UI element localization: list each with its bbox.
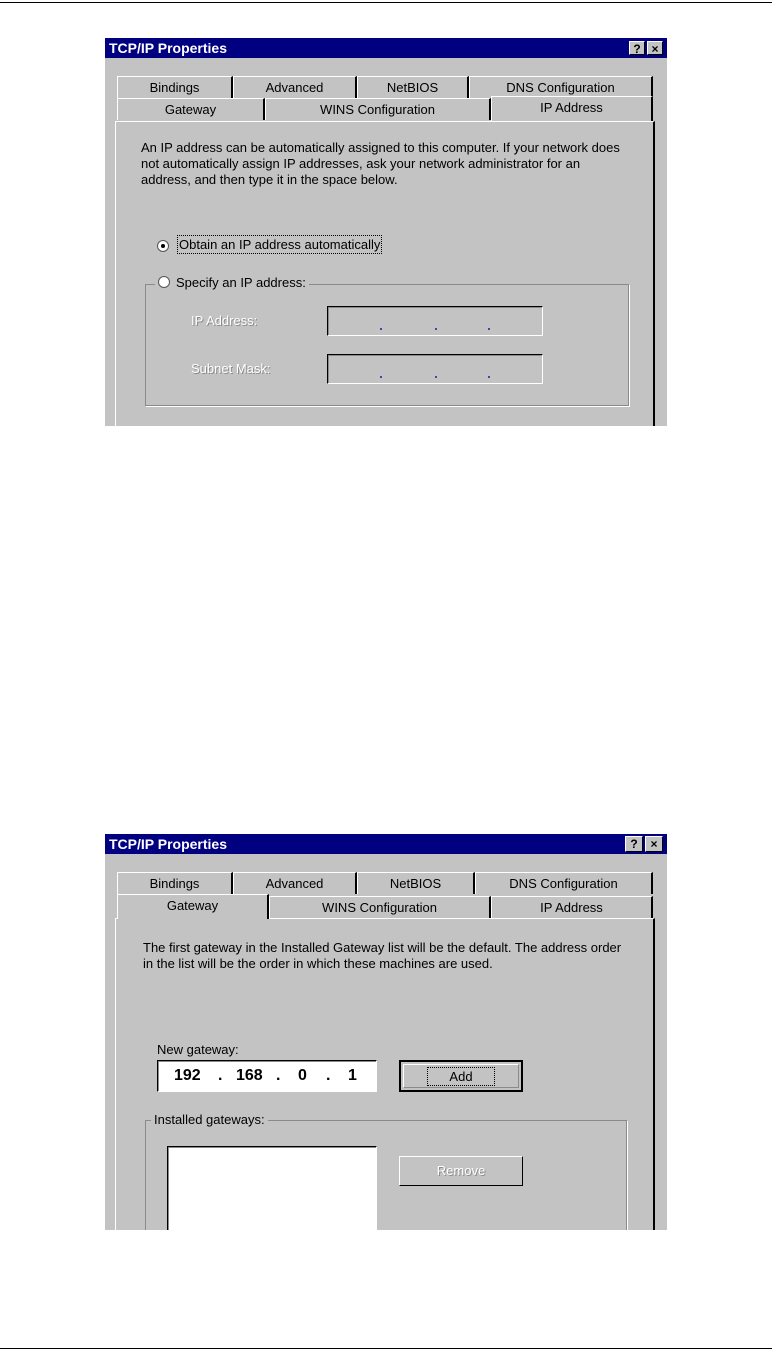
tab-dns-configuration[interactable]: DNS Configuration: [475, 872, 653, 894]
tcpip-properties-dialog-gateway: [104, 834, 667, 1230]
window-title: TCP/IP Properties: [109, 836, 228, 852]
tab-dns-configuration[interactable]: DNS Configuration: [469, 76, 653, 98]
window-title: TCP/IP Properties: [109, 40, 228, 56]
tab-gateway[interactable]: Gateway: [117, 894, 269, 919]
specify-ip-group: [145, 284, 629, 406]
add-button-label: Add: [429, 1069, 492, 1084]
tab-advanced[interactable]: Advanced: [233, 76, 357, 98]
tab-ip-address[interactable]: IP Address: [491, 896, 653, 918]
subnet-mask-label: Subnet Mask:: [191, 361, 271, 376]
close-icon: ×: [651, 42, 659, 56]
specify-ip-group-header: [155, 275, 309, 290]
ip-address-label: IP Address:: [191, 313, 258, 328]
installed-gateways-list[interactable]: [167, 1146, 377, 1230]
ip-description: An IP address can be automatically assigned to this computer. If your network does not automatically assign IP addresses, ask your network administrator for an address, and then type it in the space below.: [141, 140, 620, 187]
installed-gateways-label: Installed gateways:: [151, 1112, 268, 1127]
gateway-description: The first gateway in the Installed Gateway list will be the default. The address order in the list will be the order in which these machines are used.: [143, 940, 622, 971]
tab-netbios[interactable]: NetBIOS: [357, 872, 475, 894]
title-bar: [105, 38, 667, 58]
new-gateway-input[interactable]: [157, 1060, 377, 1092]
octet-1: 192: [174, 1067, 201, 1084]
tab-ip-address[interactable]: IP Address: [491, 96, 653, 121]
octet-separator: .: [218, 1067, 223, 1084]
tab-wins-configuration[interactable]: WINS Configuration: [265, 98, 491, 120]
obtain-ip-auto-radio[interactable]: [157, 240, 169, 252]
octet-separator: .: [326, 1067, 331, 1084]
specify-ip-label[interactable]: Specify an IP address:: [176, 275, 306, 290]
page-bottom-rule: [0, 1348, 772, 1349]
page-top-rule: [0, 2, 772, 3]
tab-wins-configuration[interactable]: WINS Configuration: [269, 896, 491, 918]
specify-ip-radio[interactable]: [158, 276, 170, 288]
radio-selected-dot: [161, 244, 165, 248]
octet-2: 168: [236, 1067, 263, 1084]
help-button[interactable]: ?: [625, 836, 643, 852]
ip-address-input: [327, 306, 543, 336]
help-button[interactable]: ?: [629, 41, 645, 55]
obtain-ip-auto-label[interactable]: Obtain an IP address automatically: [179, 237, 381, 252]
tab-bindings[interactable]: Bindings: [117, 76, 233, 98]
subnet-mask-input: [327, 354, 543, 384]
tab-bindings[interactable]: Bindings: [117, 872, 233, 894]
new-gateway-label: New gateway:: [157, 1042, 239, 1057]
close-icon: ×: [650, 837, 658, 851]
tab-netbios[interactable]: NetBIOS: [357, 76, 469, 98]
tcpip-properties-dialog-ip-address: [104, 38, 667, 426]
close-button[interactable]: [647, 41, 663, 55]
close-button[interactable]: [645, 836, 663, 852]
octet-separator: .: [276, 1067, 281, 1084]
title-bar: [105, 834, 667, 854]
add-button[interactable]: [399, 1060, 523, 1092]
remove-button[interactable]: [399, 1156, 523, 1186]
tab-advanced[interactable]: Advanced: [233, 872, 357, 894]
octet-3: 0: [298, 1067, 307, 1084]
remove-button-label: Remove: [436, 1163, 486, 1178]
tab-gateway[interactable]: Gateway: [117, 98, 265, 120]
octet-4: 1: [348, 1067, 357, 1084]
